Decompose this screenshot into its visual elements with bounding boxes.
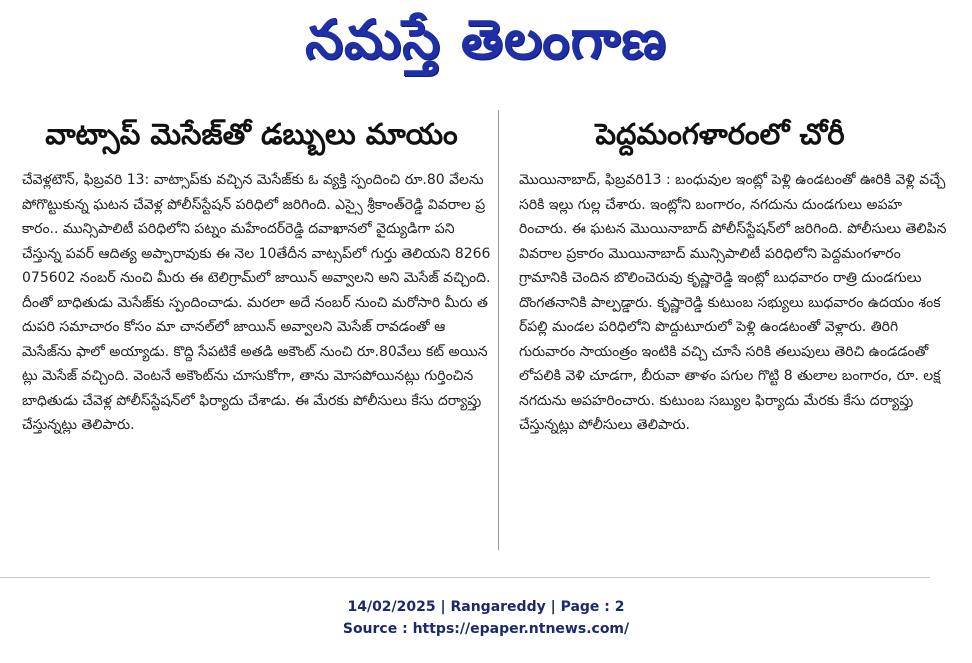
left-article (8, 112, 495, 433)
source-link[interactable]: Source : https://epaper.ntnews.com/ (342, 621, 630, 637)
right-article-headline: పెద్దమంగళారంలో చోరీ (595, 117, 845, 151)
left-article-body: చేవెళ్లటౌన్, ఫిబ్రవరి 13: వాట్సాప్‌కు వచ్చిన మెసేజ్‌కు ఓ వ్యక్తి స్పందించి రూ.80 వేలను పోగొట్టుకున్న ఘటన చేవెళ్ల పోలీస్‌స్టేషన్ పరిధిలో జరిగింది. ఎస్సై శ్రీకాంత్‌రెడ్డి వివరాల ప్రకారం.. మున్సిపాలిటీ పరిధిలోని పట్నం మహేందర్‌రెడ్డి దవాఖానలో వైద్యుడిగా పని చేస్తున్న పవర్ ఆదిత్య అప్పారావుకు ఈ నెల 10తేదీన వాట్సప్‌లో గుర్తు తెలియని 8266075602 నంబర్ నుంచి మీరు ఈ టెలిగ్రామ్‌లో జాయిన్ అవ్వాలని అని మెసేజ్ వచ్చింది. దీంతో బాధితుడు మెసేజ్‌కు స్పందించాడు. మరలా అదే నంబర్ నుంచి మరోసారి మీరు తదుపరి సమాచారం కోసం మా చానల్‌లో జాయిన్ అవ్వాలని మెసేజ్ రావడంతో ఆ మెసేజ్‌ను ఫాలో అయ్యాడు. కొద్ది సేపటికే అతడి అకౌంట్ నుంచి రూ.80వేలు కట్ అయినట్లు మెసేజ్ వచ్చింది. వెంటనే అకౌంట్‌ను చూసుకోగా, తాను మోసపోయినట్లు గుర్తించిన బాధితుడు చేవెళ్ల పోలీస్‌స్టేషన్‌లో ఫిర్యాదు చేశాడు. ఈ మేరకు పోలీసులు కేసు దర్యాప్తు చేస్తున్నట్లు తెలిపారు. (22, 172, 491, 433)
newspaper-logo: నమస్తే తెలంగాణ (305, 7, 667, 71)
column-divider (498, 110, 499, 550)
right-article-body: మొయినాబాద్, ఫిబ్రవరి13 : బంధువుల ఇంట్లో పెళ్లి ఉండటంతో ఊరికి వెళ్లి వచ్చే సరికి ఇల్లు గుల్ల చేశారు. ఇంట్లోని బంగారం, నగదును దుండగులు అపహరించారు. ఈ ఘటన మొయినాబాద్ పోలీస్‌స్టేషన్‌లో జరిగింది. పోలీసులు తెలిపిన వివరాల ప్రకారం మొయినాబాద్ మున్సిపాలిటీ పరిధిలోని పెద్దమంగళారం గ్రామానికి చెందిన బొలించెరువు కృష్ణారెడ్డి ఇంట్లో బుధవారం రాత్రి దుండగులు దొంగతనానికి పాల్పడ్డారు. కృష్ణారెడ్డి కుటుంబ సభ్యులు బుధవారం ఉదయం శంకర్‌పల్లి మండల పరిధిలోని పొద్దుటూరులో పెళ్లి ఉండటంతో వెళ్లారు. తిరిగి గురువారం సాయంత్రం ఇంటికి వచ్చి చూసే సరికి తలుపులు తెరిచి ఉండడంతో లోపలికి వెళి చూడగా, బీరువా తాళం పగుల గొట్టి 8 తులాల బంగారం, రూ. లక్ష నగదును అపహరించారు. కుటుంబ సబ్యుల ఫిర్యాదు మేరకు కేసు దర్యాప్తు చేస్తున్నట్లు పోలీసులు తెలిపారు. (519, 172, 947, 433)
left-article-headline: వాట్సాప్ మెసేజ్‌తో డబ్బులు మాయం (45, 117, 458, 151)
page-footer (0, 596, 972, 640)
footer-divider (0, 577, 930, 578)
masthead (0, 6, 972, 86)
edition-info: 14/02/2025 | Rangareddy | Page : 2 (347, 599, 625, 615)
right-article (505, 112, 947, 433)
